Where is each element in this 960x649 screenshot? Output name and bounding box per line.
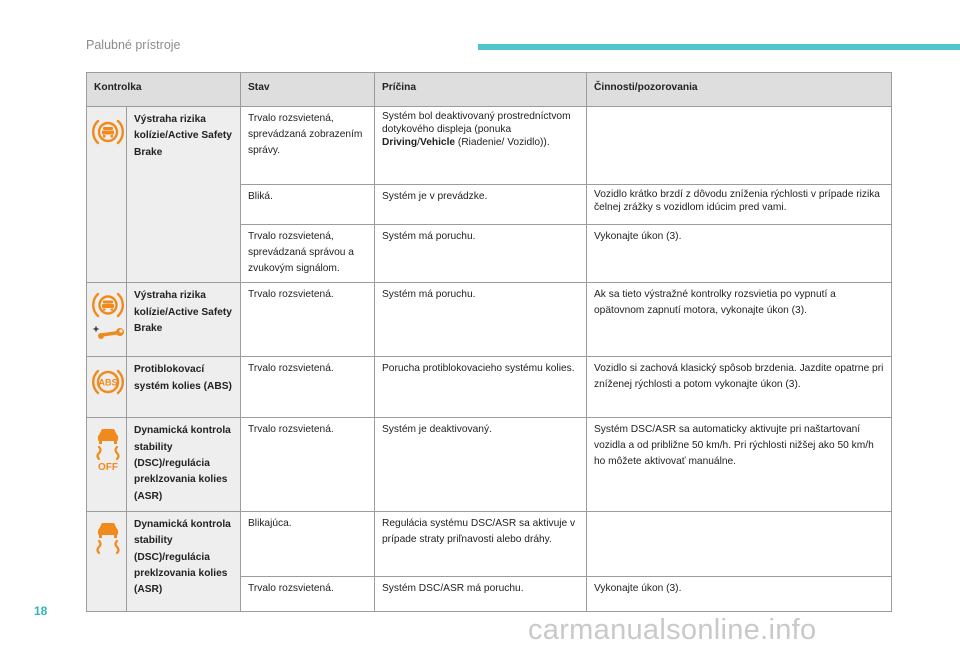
cause-cell: Systém DSC/ASR má poruchu. xyxy=(375,577,587,612)
menu-driving-label: Driving xyxy=(382,136,418,148)
cause-text-end: (Riadenie/ Vozidlo)). xyxy=(455,136,550,148)
warning-light-name: Výstraha rizika kolízie/Active Safety Brake xyxy=(127,283,241,357)
action-cell xyxy=(587,512,892,577)
cause-cell: Regulácia systému DSC/ASR sa aktivuje v prípade straty priľnavosti alebo dráhy. xyxy=(375,512,587,577)
action-cell: Ak sa tieto výstražné kontrolky rozsvietia po vypnutí a opätovnom zapnutí motora, vykonajte úkon (3). xyxy=(587,283,892,357)
state-cell: Trvalo rozsvietená. xyxy=(241,418,375,512)
table-row xyxy=(87,107,892,185)
state-cell: Trvalo rozsvietená, sprevádzaná správou a zvukovým signálom. xyxy=(241,225,375,283)
off-icon-text: OFF xyxy=(98,462,118,473)
table-row xyxy=(87,418,892,512)
state-cell: Trvalo rozsvietená, sprevádzaná zobrazením správy. xyxy=(241,107,375,185)
collision-risk-fault-icon xyxy=(87,283,127,357)
warning-light-name: Dynamická kontrola stability (DSC)/regulácia preklzovania kolies (ASR) xyxy=(127,418,241,512)
state-cell: Trvalo rozsvietená. xyxy=(241,577,375,612)
table-row xyxy=(87,283,892,357)
column-header-cinnosti: Činnosti/pozorovania xyxy=(587,73,892,107)
page-number: 18 xyxy=(34,604,48,618)
warning-light-name: Protiblokovací systém kolies (ABS) xyxy=(127,357,241,418)
dsc-icon xyxy=(87,512,127,612)
cause-cell: Systém je deaktivovaný. xyxy=(375,418,587,512)
warning-light-name: Výstraha rizika kolízie/Active Safety Brake xyxy=(127,107,241,283)
menu-separator: / xyxy=(417,136,420,148)
cause-text: Systém bol deaktivovaný prostredníctvom dotykového displeja (ponuka xyxy=(382,111,571,135)
table-row xyxy=(87,357,892,418)
state-cell: Blikajúca. xyxy=(241,512,375,577)
collision-risk-icon xyxy=(87,107,127,283)
cause-cell: Porucha protiblokovacieho systému kolies. xyxy=(375,357,587,418)
table-row xyxy=(87,512,892,577)
menu-vehicle-label: Vehicle xyxy=(419,136,456,148)
watermark: carmanualsonline.info xyxy=(528,614,817,646)
state-cell: Trvalo rozsvietená. xyxy=(241,357,375,418)
action-cell: Vykonajte úkon (3). xyxy=(587,577,892,612)
abs-icon xyxy=(87,357,127,418)
action-cell: Systém DSC/ASR sa automaticky aktivujte pri naštartovaní vozidla a od približne 50 km/h. Pri rýchlosti nižšej ako 50 km/h ho môžete aktivovať manuálne. xyxy=(587,418,892,512)
abs-icon-text: ABS xyxy=(98,377,118,388)
action-cell xyxy=(587,107,892,185)
cause-cell: Systém má poruchu. xyxy=(375,225,587,283)
column-header-stav: Stav xyxy=(241,73,375,107)
warning-light-name: Dynamická kontrola stability (DSC)/regulácia preklzovania kolies (ASR) xyxy=(127,512,241,612)
action-cell: Vykonajte úkon (3). xyxy=(587,225,892,283)
action-cell: Vozidlo si zachová klasický spôsob brzdenia. Jazdite opatrne pri zníženej rýchlosti a potom vykonajte úkon (3). xyxy=(587,357,892,418)
column-header-pricina: Príčina xyxy=(375,73,587,107)
header-bar xyxy=(478,44,960,50)
table-header-row xyxy=(87,73,892,107)
state-cell: Trvalo rozsvietená. xyxy=(241,283,375,357)
cause-cell: Systém má poruchu. xyxy=(375,283,587,357)
cause-cell xyxy=(375,107,587,185)
warning-lights-table xyxy=(86,72,892,612)
column-header-kontrolka: Kontrolka xyxy=(87,73,241,107)
action-cell: Vozidlo krátko brzdí z dôvodu zníženia rýchlosti v prípade rizika čelnej zrážky s vozidlom idúcim pred vami. xyxy=(587,185,892,225)
state-cell: Bliká. xyxy=(241,185,375,225)
dsc-off-icon xyxy=(87,418,127,512)
cause-cell: Systém je v prevádzke. xyxy=(375,185,587,225)
page-header: Palubné prístroje xyxy=(86,38,181,52)
